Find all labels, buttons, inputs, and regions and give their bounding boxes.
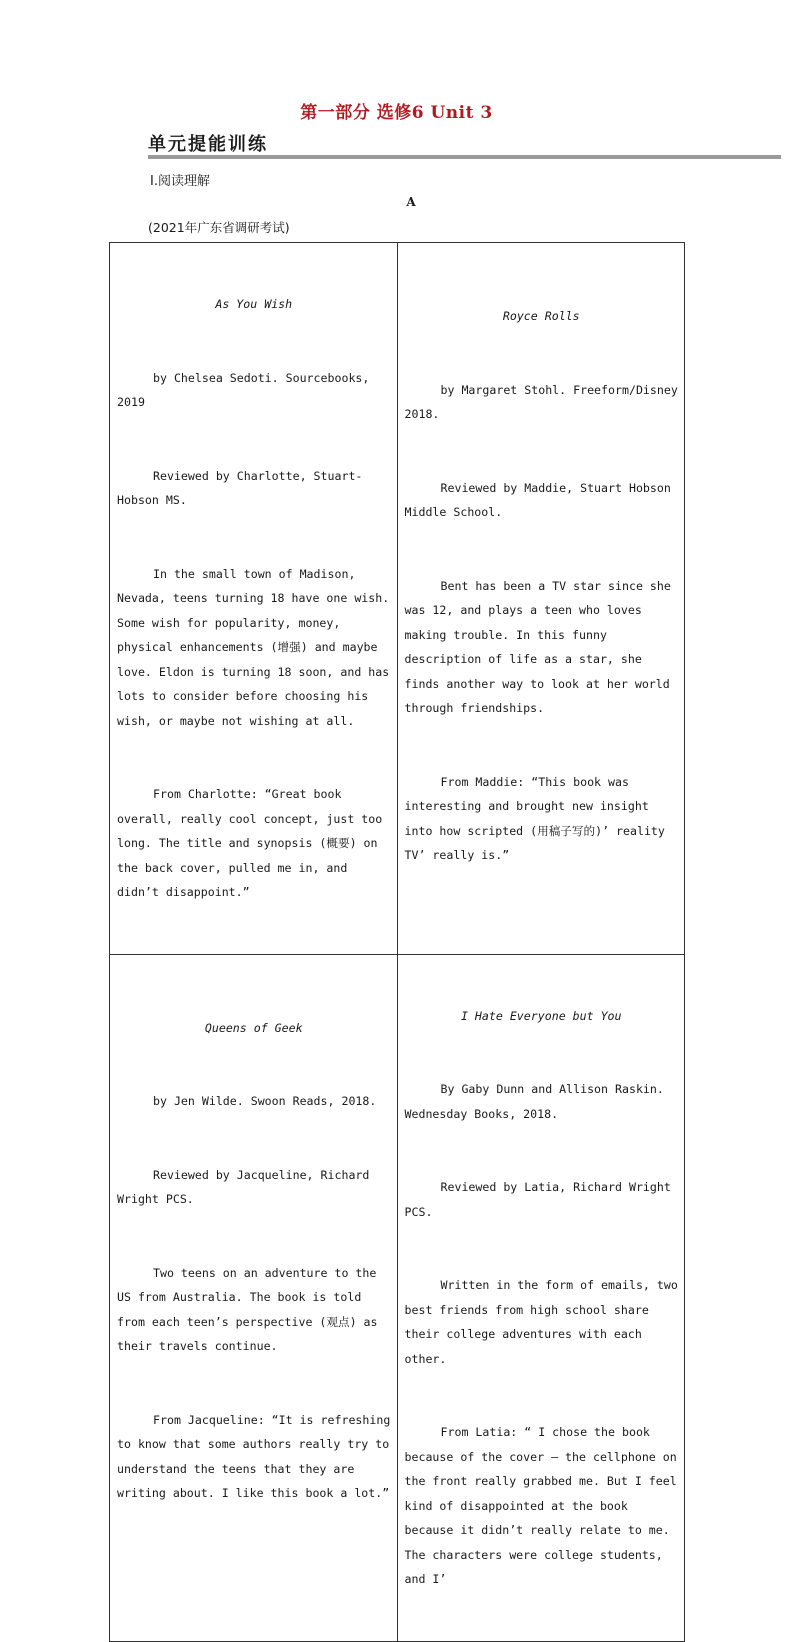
review-comment: From Jacqueline: “It is refreshing to know that some authors really try to understand the teens that they are writing about. I like this book a lot.” — [117, 1412, 398, 1500]
book-title: Queens of Geek — [204, 1020, 303, 1035]
book-author: by Jen Wilde. Swoon Reads, 2018. — [153, 1094, 377, 1108]
book-summary: Bent has been a TV star since she was 12, and plays a teen who loves making trouble. In this funny description of life as a star, she finds another way to look at her world through friendships. — [404, 578, 678, 715]
book-author: by Chelsea Sedoti. Sourcebooks, 2019 — [117, 370, 377, 409]
review-comment: From Charlotte: “Great book overall, really cool concept, just too long. The title and synopsis (概要) on the back cover, pulled me in, and didn’t disappoint.” — [117, 787, 390, 899]
book-title: I Hate Everyone but You — [460, 1008, 622, 1023]
book-summary: Two teens on an adventure to the US from Australia. The book is told from each teen’s perspective (观点) as their travels continue. — [117, 1265, 385, 1353]
book-author: by Margaret Stohl. Freeform/Disney 2018. — [404, 382, 685, 421]
book-author: By Gaby Dunn and Allison Raskin. Wednesday Books, 2018. — [404, 1082, 671, 1121]
book-summary: In the small town of Madison, Nevada, teens turning 18 have one wish. Some wish for popularity, money, physical enhancements (增强) and maybe love. Eldon is turning 18 soon, and has lots to consider before choosing his wish, or maybe not wishing at all. — [117, 566, 397, 728]
book-reviewer: Reviewed by Latia, Richard Wright PCS. — [404, 1180, 678, 1219]
review-cell — [110, 243, 398, 955]
review-cell — [397, 243, 685, 955]
review-cell — [397, 954, 685, 1641]
book-reviewer: Reviewed by Maddie, Stuart Hobson Middle School. — [404, 480, 678, 519]
book-title: As You Wish — [215, 297, 293, 311]
heading-rule — [148, 155, 781, 159]
review-cell — [110, 954, 398, 1641]
passage-label: A — [406, 195, 416, 209]
section-heading: 单元提能训练 — [148, 134, 268, 155]
book-summary: Written in the form of emails, two best friends from high school share their college adventures with each other. — [404, 1278, 685, 1366]
review-comment: From Maddie: “This book was interesting and brought new insight into how scripted (用稿子写的)’ reality TV’ really is.” — [404, 774, 672, 862]
page-title: 第一部分 选修6 Unit 3 — [300, 103, 493, 123]
exam-source: (2021年广东省调研考试) — [148, 220, 290, 235]
review-comment: From Latia: “ I chose the book because of the cover — the cellphone on the front really grabbed me. But I feel kind of disappointed at the book because it didn’t really relate to me. The characters were college students, and I’ — [404, 1425, 684, 1586]
reviews-table — [109, 242, 685, 1642]
book-reviewer: Reviewed by Charlotte, Stuart-Hobson MS. — [117, 468, 363, 507]
part-heading: Ⅰ.阅读理解 — [150, 174, 210, 189]
book-title: Royce Rolls — [502, 309, 580, 323]
book-reviewer: Reviewed by Jacqueline, Richard Wright PCS. — [117, 1167, 377, 1206]
